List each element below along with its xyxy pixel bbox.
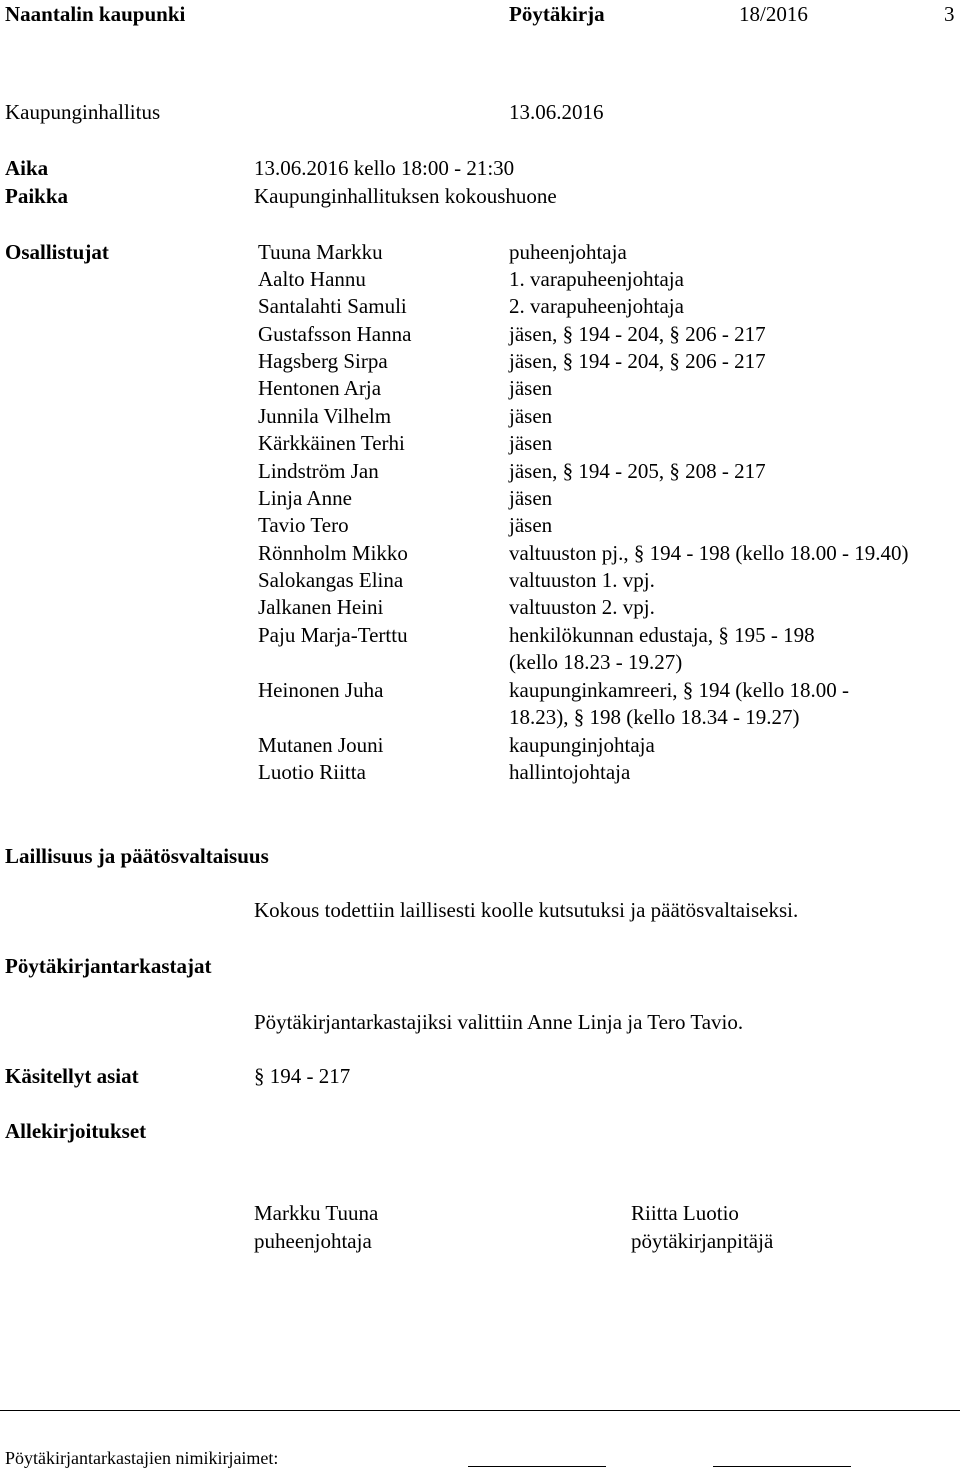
participant-name: Salokangas Elina <box>258 568 404 592</box>
signer-left-title: puheenjohtaja <box>254 1229 372 1253</box>
participant-name: Gustafsson Hanna <box>258 322 412 346</box>
participant-name: Jalkanen Heini <box>258 595 384 619</box>
items-label: Käsitellyt asiat <box>5 1064 139 1088</box>
participant-role: jäsen, § 194 - 205, § 208 - 217 <box>509 459 766 483</box>
participant-role: jäsen <box>509 431 553 455</box>
participant-name: Tuuna Markku <box>258 240 383 264</box>
legality-label: Laillisuus ja päätösvaltaisuus <box>5 844 269 868</box>
participant-role: kaupunginkamreeri, § 194 (kello 18.00 - <box>509 678 849 702</box>
participant-name: Luotio Riitta <box>258 760 366 784</box>
participant-name: Rönnholm Mikko <box>258 541 408 565</box>
participant-name: Junnila Vilhelm <box>258 404 392 428</box>
page-number: 3 <box>944 2 955 26</box>
meeting-date: 13.06.2016 <box>509 100 604 124</box>
participant-name: Heinonen Juha <box>258 678 384 702</box>
city-name: Naantalin kaupunki <box>5 2 186 26</box>
initials-line-2 <box>713 1466 851 1467</box>
signer-left-name: Markku Tuuna <box>254 1201 379 1225</box>
participant-role-continued: (kello 18.23 - 19.27) <box>509 650 683 674</box>
participant-role: hallintojohtaja <box>509 760 631 784</box>
participant-role: jäsen, § 194 - 204, § 206 - 217 <box>509 322 766 346</box>
reviewers-text: Pöytäkirjantarkastajiksi valittiin Anne Linja ja Tero Tavio. <box>254 1010 744 1034</box>
initials-label: Pöytäkirjantarkastajien nimikirjaimet: <box>5 1448 279 1468</box>
items-value: § 194 - 217 <box>254 1064 351 1088</box>
signer-right-name: Riitta Luotio <box>631 1201 739 1225</box>
participant-role: valtuuston 1. vpj. <box>509 568 655 592</box>
participant-role: valtuuston pj., § 194 - 198 (kello 18.00 - 19.40) <box>509 541 909 565</box>
participant-role: puheenjohtaja <box>509 240 627 264</box>
place-value: Kaupunginhallituksen kokoushuone <box>254 184 557 208</box>
participant-role: jäsen <box>509 376 553 400</box>
participant-name: Tavio Tero <box>258 513 349 537</box>
participant-name: Hentonen Arja <box>258 376 382 400</box>
participant-name: Paju Marja-Terttu <box>258 623 408 647</box>
participant-role: jäsen <box>509 404 553 428</box>
document-type: Pöytäkirja <box>509 2 605 26</box>
footer-divider <box>0 1410 960 1411</box>
participant-role: jäsen, § 194 - 204, § 206 - 217 <box>509 349 766 373</box>
participant-name: Lindström Jan <box>258 459 379 483</box>
legality-text: Kokous todettiin laillisesti koolle kutsutuksi ja päätösvaltaiseksi. <box>254 898 799 922</box>
participants-label: Osallistujat <box>5 240 109 264</box>
participant-name: Kärkkäinen Terhi <box>258 431 405 455</box>
reviewers-label: Pöytäkirjantarkastajat <box>5 954 212 978</box>
participant-name: Aalto Hannu <box>258 267 366 291</box>
participant-name: Mutanen Jouni <box>258 733 384 757</box>
participant-role: valtuuston 2. vpj. <box>509 595 655 619</box>
signer-right-title: pöytäkirjanpitäjä <box>631 1229 774 1253</box>
participant-role: jäsen <box>509 513 553 537</box>
organ-name: Kaupunginhallitus <box>5 100 161 124</box>
time-value: 13.06.2016 kello 18:00 - 21:30 <box>254 156 515 180</box>
initials-line-1 <box>468 1466 606 1467</box>
participant-name: Linja Anne <box>258 486 352 510</box>
participant-role: kaupunginjohtaja <box>509 733 655 757</box>
document-number: 18/2016 <box>739 2 808 26</box>
participant-role: 2. varapuheenjohtaja <box>509 294 684 318</box>
participant-name: Hagsberg Sirpa <box>258 349 388 373</box>
participant-role: jäsen <box>509 486 553 510</box>
participant-role: 1. varapuheenjohtaja <box>509 267 684 291</box>
participant-name: Santalahti Samuli <box>258 294 407 318</box>
time-label: Aika <box>5 156 49 180</box>
participant-role-continued: 18.23), § 198 (kello 18.34 - 19.27) <box>509 705 800 729</box>
participant-role: henkilökunnan edustaja, § 195 - 198 <box>509 623 815 647</box>
signatures-label: Allekirjoitukset <box>5 1119 147 1143</box>
place-label: Paikka <box>5 184 69 208</box>
